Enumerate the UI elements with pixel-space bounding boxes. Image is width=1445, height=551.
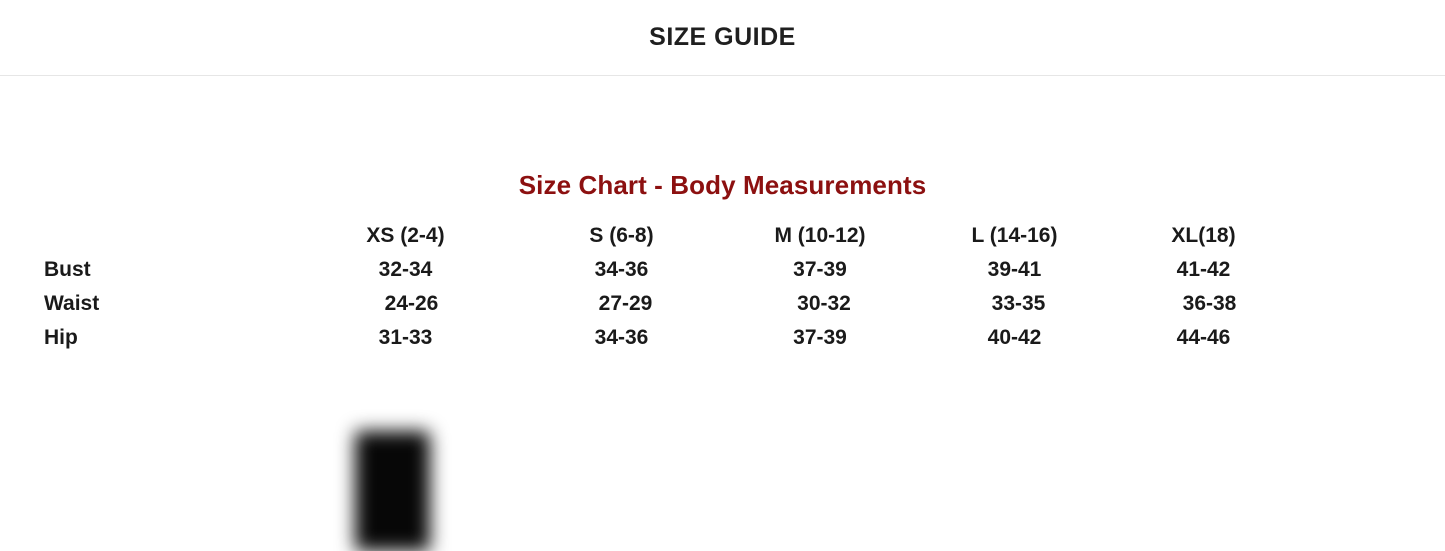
cell-bust-s — [515, 253, 720, 287]
cell-waist-l — [920, 287, 1105, 321]
size-guide-header — [0, 0, 1445, 76]
cell-hip-xs-value: 31-33 — [378, 326, 433, 349]
cell-hip-m-value: 37-39 — [793, 326, 847, 349]
cell-hip-s — [515, 321, 720, 355]
cell-waist-m — [720, 287, 920, 321]
size-chart-table — [0, 219, 1290, 355]
size-chart-header-row — [0, 219, 1290, 253]
cell-bust-l — [920, 253, 1105, 287]
column-header-m — [720, 219, 920, 253]
cell-hip-xl — [1105, 321, 1290, 355]
column-header-xl — [1105, 219, 1290, 253]
cell-hip-xl-value: 44-46 — [1176, 326, 1231, 349]
column-header-blank — [0, 219, 300, 253]
row-label-waist: Waist — [44, 292, 100, 315]
table-header-row — [0, 219, 1290, 253]
cell-hip-m — [720, 321, 920, 355]
cell-waist-s-value: 27-29 — [598, 292, 653, 315]
column-header-xs-label: XS (2-4) — [366, 224, 445, 247]
cell-bust-xs — [300, 253, 515, 287]
row-label-hip: Hip — [44, 326, 78, 349]
cell-waist-xs-value: 24-26 — [384, 292, 439, 315]
cell-bust-m-value: 37-39 — [793, 258, 847, 281]
column-header-s-label: S (6-8) — [589, 224, 654, 247]
cell-hip-xs — [300, 321, 515, 355]
column-header-s — [515, 219, 720, 253]
size-chart-title: Size Chart - Body Measurements — [518, 170, 927, 200]
cell-waist-xs — [300, 287, 515, 321]
cell-bust-xl — [1105, 253, 1290, 287]
column-header-l-label: L (14-16) — [971, 224, 1058, 247]
cell-bust-l-value: 39-41 — [987, 258, 1042, 281]
cell-hip-s-value: 34-36 — [594, 326, 649, 349]
cell-waist-xl-value: 36-38 — [1182, 292, 1237, 315]
cell-hip-l — [920, 321, 1105, 355]
cell-bust-xl-value: 41-42 — [1176, 258, 1231, 281]
cell-waist-s — [515, 287, 720, 321]
column-header-l — [920, 219, 1105, 253]
column-header-xl-label: XL(18) — [1171, 224, 1236, 247]
cell-bust-xs-value: 32-34 — [378, 258, 433, 281]
size-guide-body — [0, 76, 1445, 475]
page-title: SIZE GUIDE — [649, 23, 796, 51]
product-image-blur — [355, 431, 430, 551]
cell-waist-l-value: 33-35 — [991, 292, 1046, 315]
cell-waist-m-value: 30-32 — [797, 292, 851, 315]
cell-waist-xl — [1105, 287, 1290, 321]
column-header-xs — [300, 219, 515, 253]
cell-bust-s-value: 34-36 — [594, 258, 649, 281]
row-label-bust: Bust — [44, 258, 91, 281]
table-row — [0, 321, 1290, 355]
size-chart-body — [0, 253, 1290, 355]
cell-bust-m — [720, 253, 920, 287]
cell-hip-l-value: 40-42 — [987, 326, 1042, 349]
column-header-m-label: M (10-12) — [774, 224, 866, 247]
table-row — [0, 253, 1290, 287]
table-row — [0, 287, 1290, 321]
